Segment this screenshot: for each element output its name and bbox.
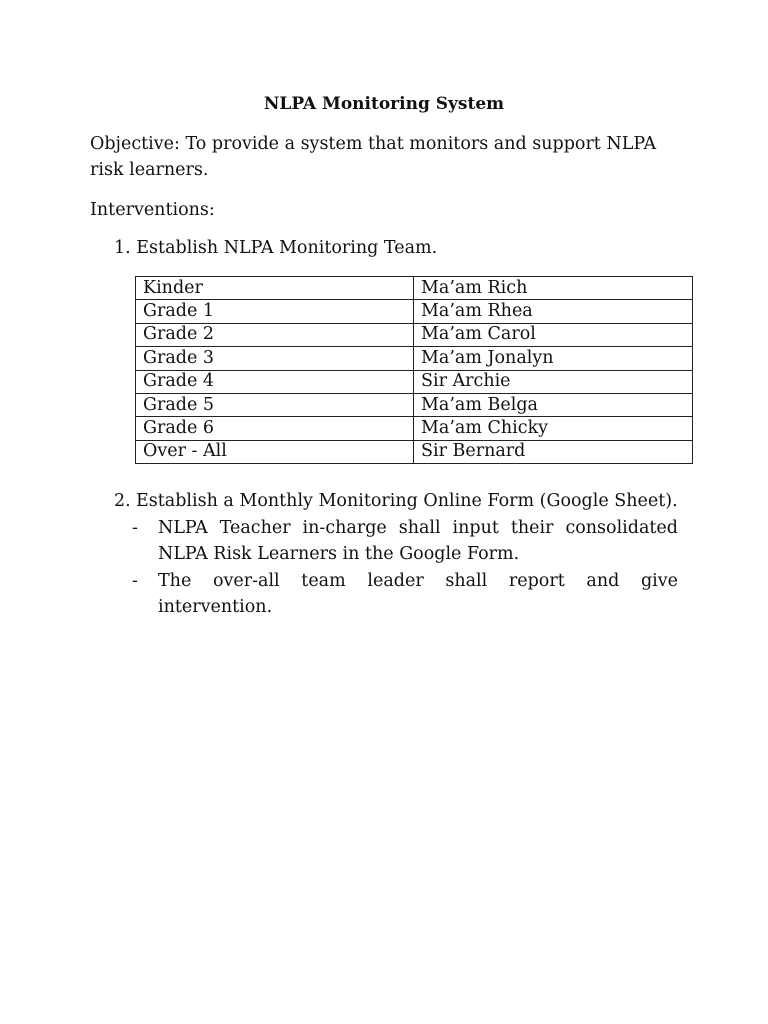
intervention-text: Establish NLPA Monitoring Team.: [136, 238, 438, 258]
bullet-dash: -: [132, 570, 138, 591]
table-cell-teacher: Ma’am Chicky: [414, 417, 693, 440]
table-row: [136, 300, 693, 323]
table-row: [136, 323, 693, 346]
bullet-text: The over-all team leader shall report and give intervention.: [158, 570, 678, 617]
table-cell-teacher: Ma’am Jonalyn: [414, 347, 693, 370]
table-row: [136, 277, 693, 300]
table-cell-teacher: Ma’am Rhea: [414, 300, 693, 323]
intervention-text: Establish a Monthly Monitoring Online Form (Google Sheet).: [136, 491, 678, 511]
table-row: [136, 417, 693, 440]
intervention-item-2: [114, 488, 678, 621]
table-cell-grade: Grade 5: [136, 393, 414, 416]
monitoring-team-table: [135, 276, 693, 464]
table-cell-teacher: Ma’am Rich: [414, 277, 693, 300]
objective-paragraph: Objective: To provide a system that monitors and support NLPA risk learners.: [90, 134, 657, 180]
table-cell-grade: Grade 2: [136, 323, 414, 346]
intervention-number: 2.: [114, 491, 131, 511]
table-cell-teacher: Ma’am Carol: [414, 323, 693, 346]
bullet-dash: -: [132, 517, 138, 538]
intervention-number: 1.: [114, 238, 131, 258]
table-cell-grade: Over - All: [136, 440, 414, 463]
list-item: [132, 568, 678, 621]
table-cell-teacher: Sir Bernard: [414, 440, 693, 463]
table-cell-teacher: Sir Archie: [414, 370, 693, 393]
table-row: [136, 393, 693, 416]
table-row: [136, 370, 693, 393]
table-cell-grade: Grade 1: [136, 300, 414, 323]
table-row: [136, 440, 693, 463]
interventions-heading: Interventions:: [90, 200, 215, 220]
intervention-item-1: [114, 235, 437, 261]
list-item: [132, 515, 678, 568]
table-cell-grade: Grade 4: [136, 370, 414, 393]
table-cell-teacher: Ma’am Belga: [414, 393, 693, 416]
table-cell-grade: Grade 6: [136, 417, 414, 440]
document-title: NLPA Monitoring System: [263, 94, 505, 114]
table-cell-grade: Grade 3: [136, 347, 414, 370]
table-cell-grade: Kinder: [136, 277, 414, 300]
table-row: [136, 347, 693, 370]
bullet-text: NLPA Teacher in-charge shall input their consolidated NLPA Risk Learners in the Google Form.: [158, 517, 678, 564]
